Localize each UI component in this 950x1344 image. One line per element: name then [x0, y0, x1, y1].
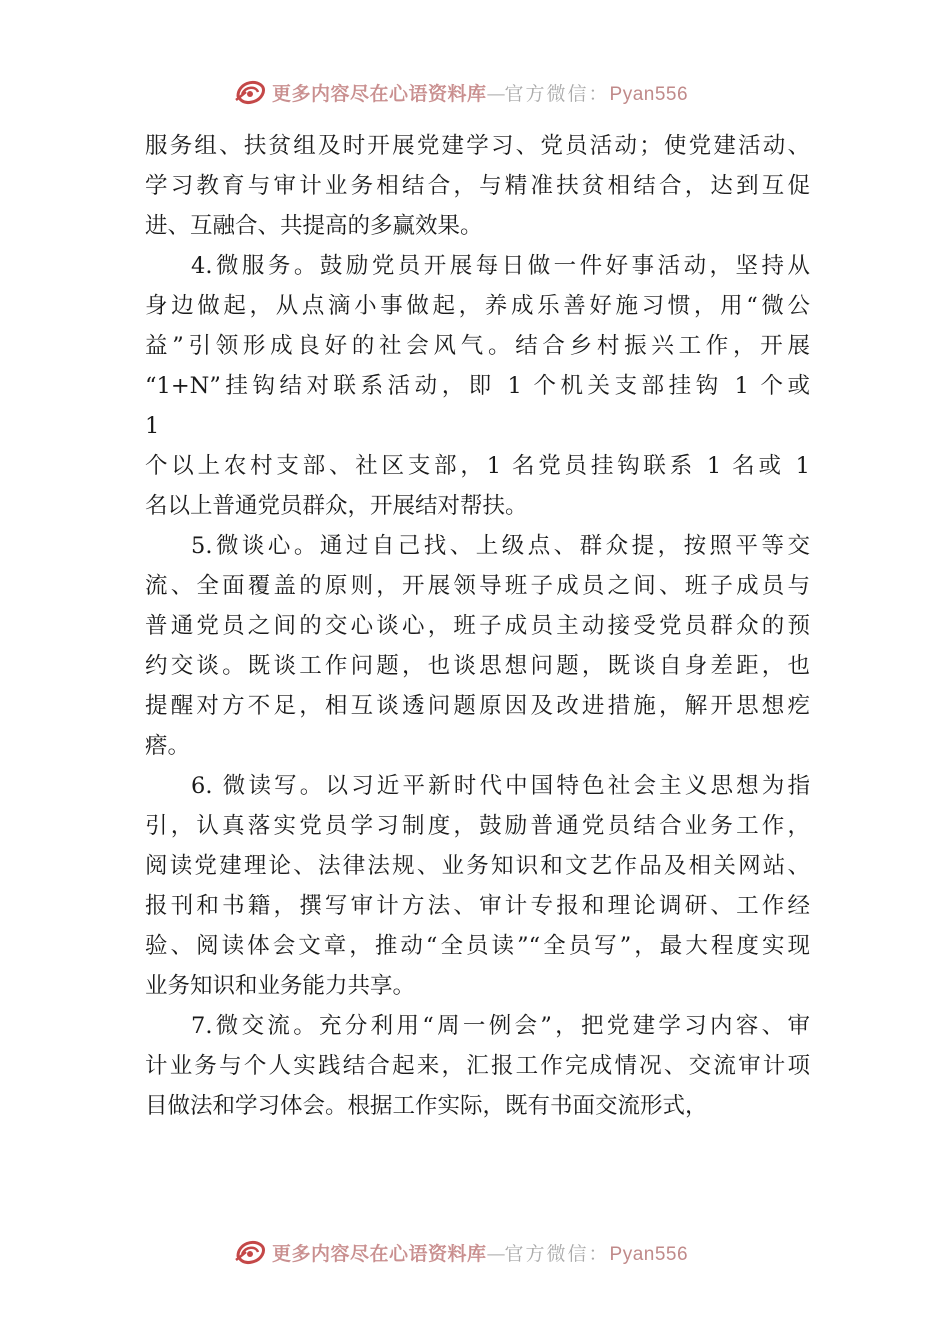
text-line: 报刊和书籍，撰写审计方法、审计专报和理论调研、工作经 [145, 893, 810, 919]
watermark-logo-icon [232, 74, 268, 110]
text-line: 名以上普通党员群众，开展结对帮扶。 [145, 493, 528, 519]
watermark-logo-icon [232, 1234, 268, 1270]
text-line: 个以上农村支部、社区支部，1 名党员挂钩联系 1 名或 1 [145, 453, 810, 479]
footer-watermark [232, 1232, 732, 1272]
text-line: 阅读党建理论、法律法规、业务知识和文艺作品及相关网站、 [145, 853, 810, 879]
text-line: “1+N”挂钩结对联系活动，即 1 个机关支部挂钩 1 个或 [145, 373, 810, 399]
text-line: 6. 微读写。以习近平新时代中国特色社会主义思想为指 [191, 773, 810, 799]
text-line: 1 [145, 413, 160, 439]
header-watermark [232, 72, 732, 112]
text-line: 约交谈。既谈工作问题，也谈思想问题，既谈自身差距，也 [145, 653, 810, 679]
watermark-dash: — [486, 1242, 505, 1265]
document-body [145, 126, 810, 1126]
text-line: 益”引领形成良好的社会风气。结合乡村振兴工作，开展 [145, 333, 810, 359]
text-line: 身边做起，从点滴小事做起，养成乐善好施习惯，用“微公 [145, 293, 810, 319]
text-line: 5.微谈心。通过自己找、上级点、群众提，按照平等交 [191, 533, 810, 559]
text-line: 目做法和学习体会。根据工作实际，既有书面交流形式， [145, 1093, 708, 1119]
watermark-account: Pyan556 [609, 83, 689, 105]
watermark-main: 更多内容尽在心语资料库 [272, 82, 487, 105]
text-line: 引，认真落实党员学习制度，鼓励普通党员结合业务工作， [145, 813, 810, 839]
text-line: 业务知识和业务能力共享。 [145, 973, 416, 999]
text-line: 流、全面覆盖的原则，开展领导班子成员之间、班子成员与 [145, 573, 810, 599]
watermark-text [272, 79, 688, 106]
watermark-text [272, 1239, 688, 1266]
text-line: 提醒对方不足，相互谈透问题原因及改进措施，解开思想疙 [145, 693, 810, 719]
text-line: 进、互融合、共提高的多赢效果。 [145, 213, 483, 239]
text-line: 普通党员之间的交心谈心，班子成员主动接受党员群众的预 [145, 613, 810, 639]
text-line: 瘩。 [145, 733, 191, 759]
text-line: 7.微交流。充分利用“周一例会”，把党建学习内容、审 [191, 1013, 810, 1039]
text-line: 学习教育与审计业务相结合，与精准扶贫相结合，达到互促 [145, 173, 810, 199]
watermark-suffix: 官方微信： [504, 82, 610, 105]
watermark-account: Pyan556 [609, 1243, 689, 1265]
text-line: 验、阅读体会文章，推动“全员读”“全员写”，最大程度实现 [145, 933, 810, 959]
watermark-suffix: 官方微信： [504, 1242, 610, 1265]
watermark-main: 更多内容尽在心语资料库 [272, 1242, 487, 1265]
text-line: 服务组、扶贫组及时开展党建学习、党员活动；使党建活动、 [145, 133, 810, 159]
text-line: 计业务与个人实践结合起来，汇报工作完成情况、交流审计项 [145, 1053, 810, 1079]
text-line: 4.微服务。鼓励党员开展每日做一件好事活动，坚持从 [191, 253, 810, 279]
watermark-dash: — [486, 82, 505, 105]
